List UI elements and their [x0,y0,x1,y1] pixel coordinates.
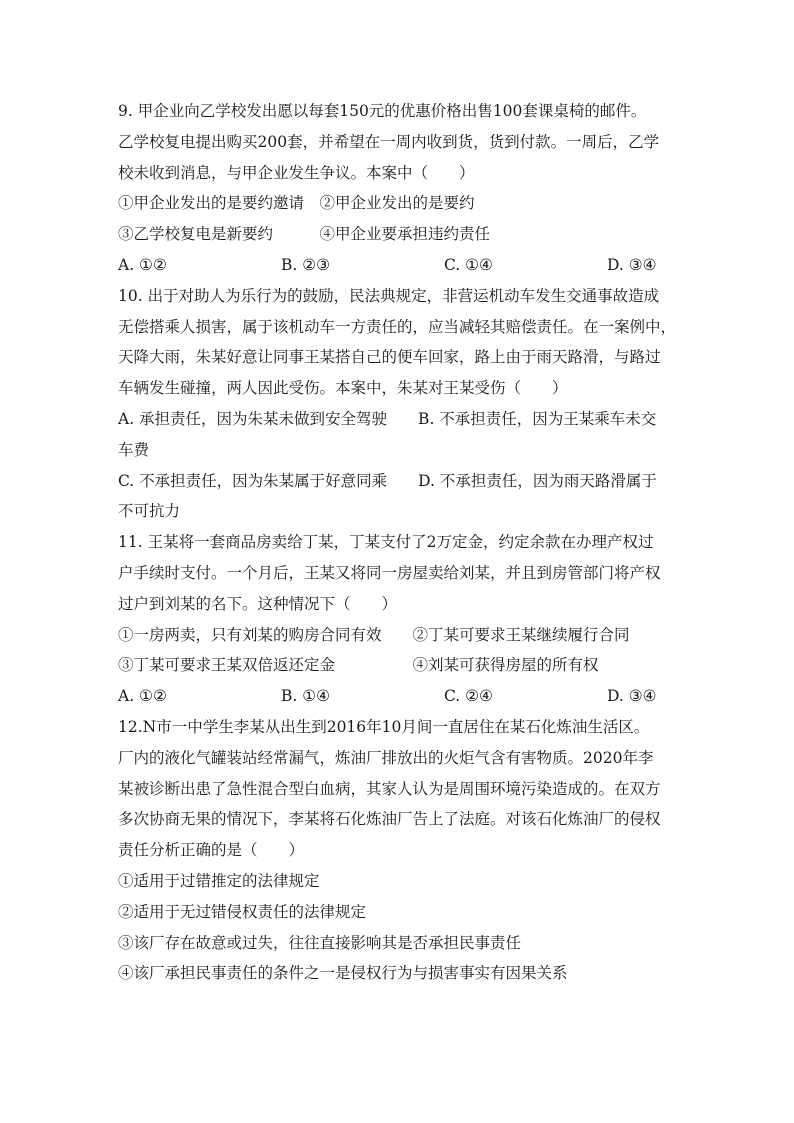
question-9-option-a: A. ①② [118,255,167,274]
question-12-line-1: 12.N市一中学生李某从出生到2016年10月间一直居住在某石化炼油生活区。 [118,717,650,736]
question-11-option-a: A. ①② [118,687,167,706]
question-11-option-d: D. ③④ [607,687,657,706]
question-12-line-3: 某被诊断出患了急性混合型白血病，其家人认为是周围环境污染造成的。在双方 [118,779,661,798]
question-11-line-1: 11. 王某将一套商品房卖给丁某，丁某支付了2万定金，约定余款在办理产权过 [118,533,654,552]
question-11-line-2: 户手续时支付。一个月后，王某又将同一房屋卖给刘某，并且到房管部门将产权 [118,563,661,582]
question-10-option-d-cont: 不可抗力 [118,502,181,521]
question-9-line-3: 校未收到消息，与甲企业发生争议。本案中（ ） [118,163,475,182]
question-11-options [118,681,684,712]
question-12-statement-3: ③该厂存在故意或过失，往往直接影响其是否承担民事责任 [118,933,522,952]
question-9-statements-2: ③乙学校复电是新要约 ④甲企业要承担违约责任 [118,225,491,244]
question-12-statement-1: ①适用于过错推定的法律规定 [118,871,320,890]
question-9-option-b: B. ②③ [281,255,331,274]
question-11-statements-2: ③丁某可要求王某双倍返还定金 ④刘某可获得房屋的所有权 [118,656,599,675]
question-9-option-d: D. ③④ [607,255,657,274]
question-12-line-4: 多次协商无果的情况下，李某将石化炼油厂告上了法庭。对该石化炼油厂的侵权 [118,810,661,829]
question-10-option-cd: C. 不承担责任，因为朱某属于好意同乘 D. 不承担责任，因为雨天路滑属于 [118,471,657,490]
question-12-line-2: 厂内的液化气罐装站经常漏气，炼油厂排放出的火炬气含有害物质。2020年李 [118,748,654,767]
question-11-statements-1: ①一房两卖，只有刘某的购房合同有效 ②丁某可要求王某继续履行合同 [118,625,630,644]
question-10 [118,281,684,527]
question-9 [118,96,684,281]
question-10-line-1: 10. 出于对助人为乐行为的鼓励，民法典规定，非营运机动车发生交通事故造成 [118,286,660,305]
question-10-option-ab: A. 承担责任，因为朱某未做到安全驾驶 B. 不承担责任，因为王某乘车未交 [118,409,657,428]
question-10-line-3: 天降大雨，朱某好意让同事王某搭自己的便车回家，路上由于雨天路滑，与路过 [118,348,661,367]
question-12-statement-4: ④该厂承担民事责任的条件之一是侵权行为与损害事实有因果关系 [118,964,568,983]
question-11-option-b: B. ①④ [281,687,331,706]
question-9-line-2: 乙学校复电提出购买200套，并希望在一周内收到货，货到付款。一周后，乙学 [118,132,660,151]
question-12 [118,712,684,989]
question-9-statements-1: ①甲企业发出的是要约邀请 ②甲企业发出的是要约 [118,194,475,213]
question-11-option-c: C. ②④ [444,687,493,706]
question-12-statement-2: ②适用于无过错侵权责任的法律规定 [118,902,367,921]
question-9-options [118,250,684,281]
question-10-option-b-cont: 车费 [118,440,150,459]
question-9-option-c: C. ①④ [444,255,493,274]
question-10-line-4: 车辆发生碰撞，两人因此受伤。本案中，朱某对王某受伤（ ） [118,379,568,398]
question-11 [118,527,684,712]
question-10-line-2: 无偿搭乘人损害，属于该机动车一方责任的，应当减轻其赔偿责任。在一案例中， [118,317,677,336]
question-9-line-1: 9. 甲企业向乙学校发出愿以每套150元的优惠价格出售100套课桌椅的邮件。 [118,102,647,120]
question-11-line-3: 过户到刘某的名下。这种情况下（ ） [118,594,398,613]
question-12-line-5: 责任分析正确的是（ ） [118,841,305,860]
